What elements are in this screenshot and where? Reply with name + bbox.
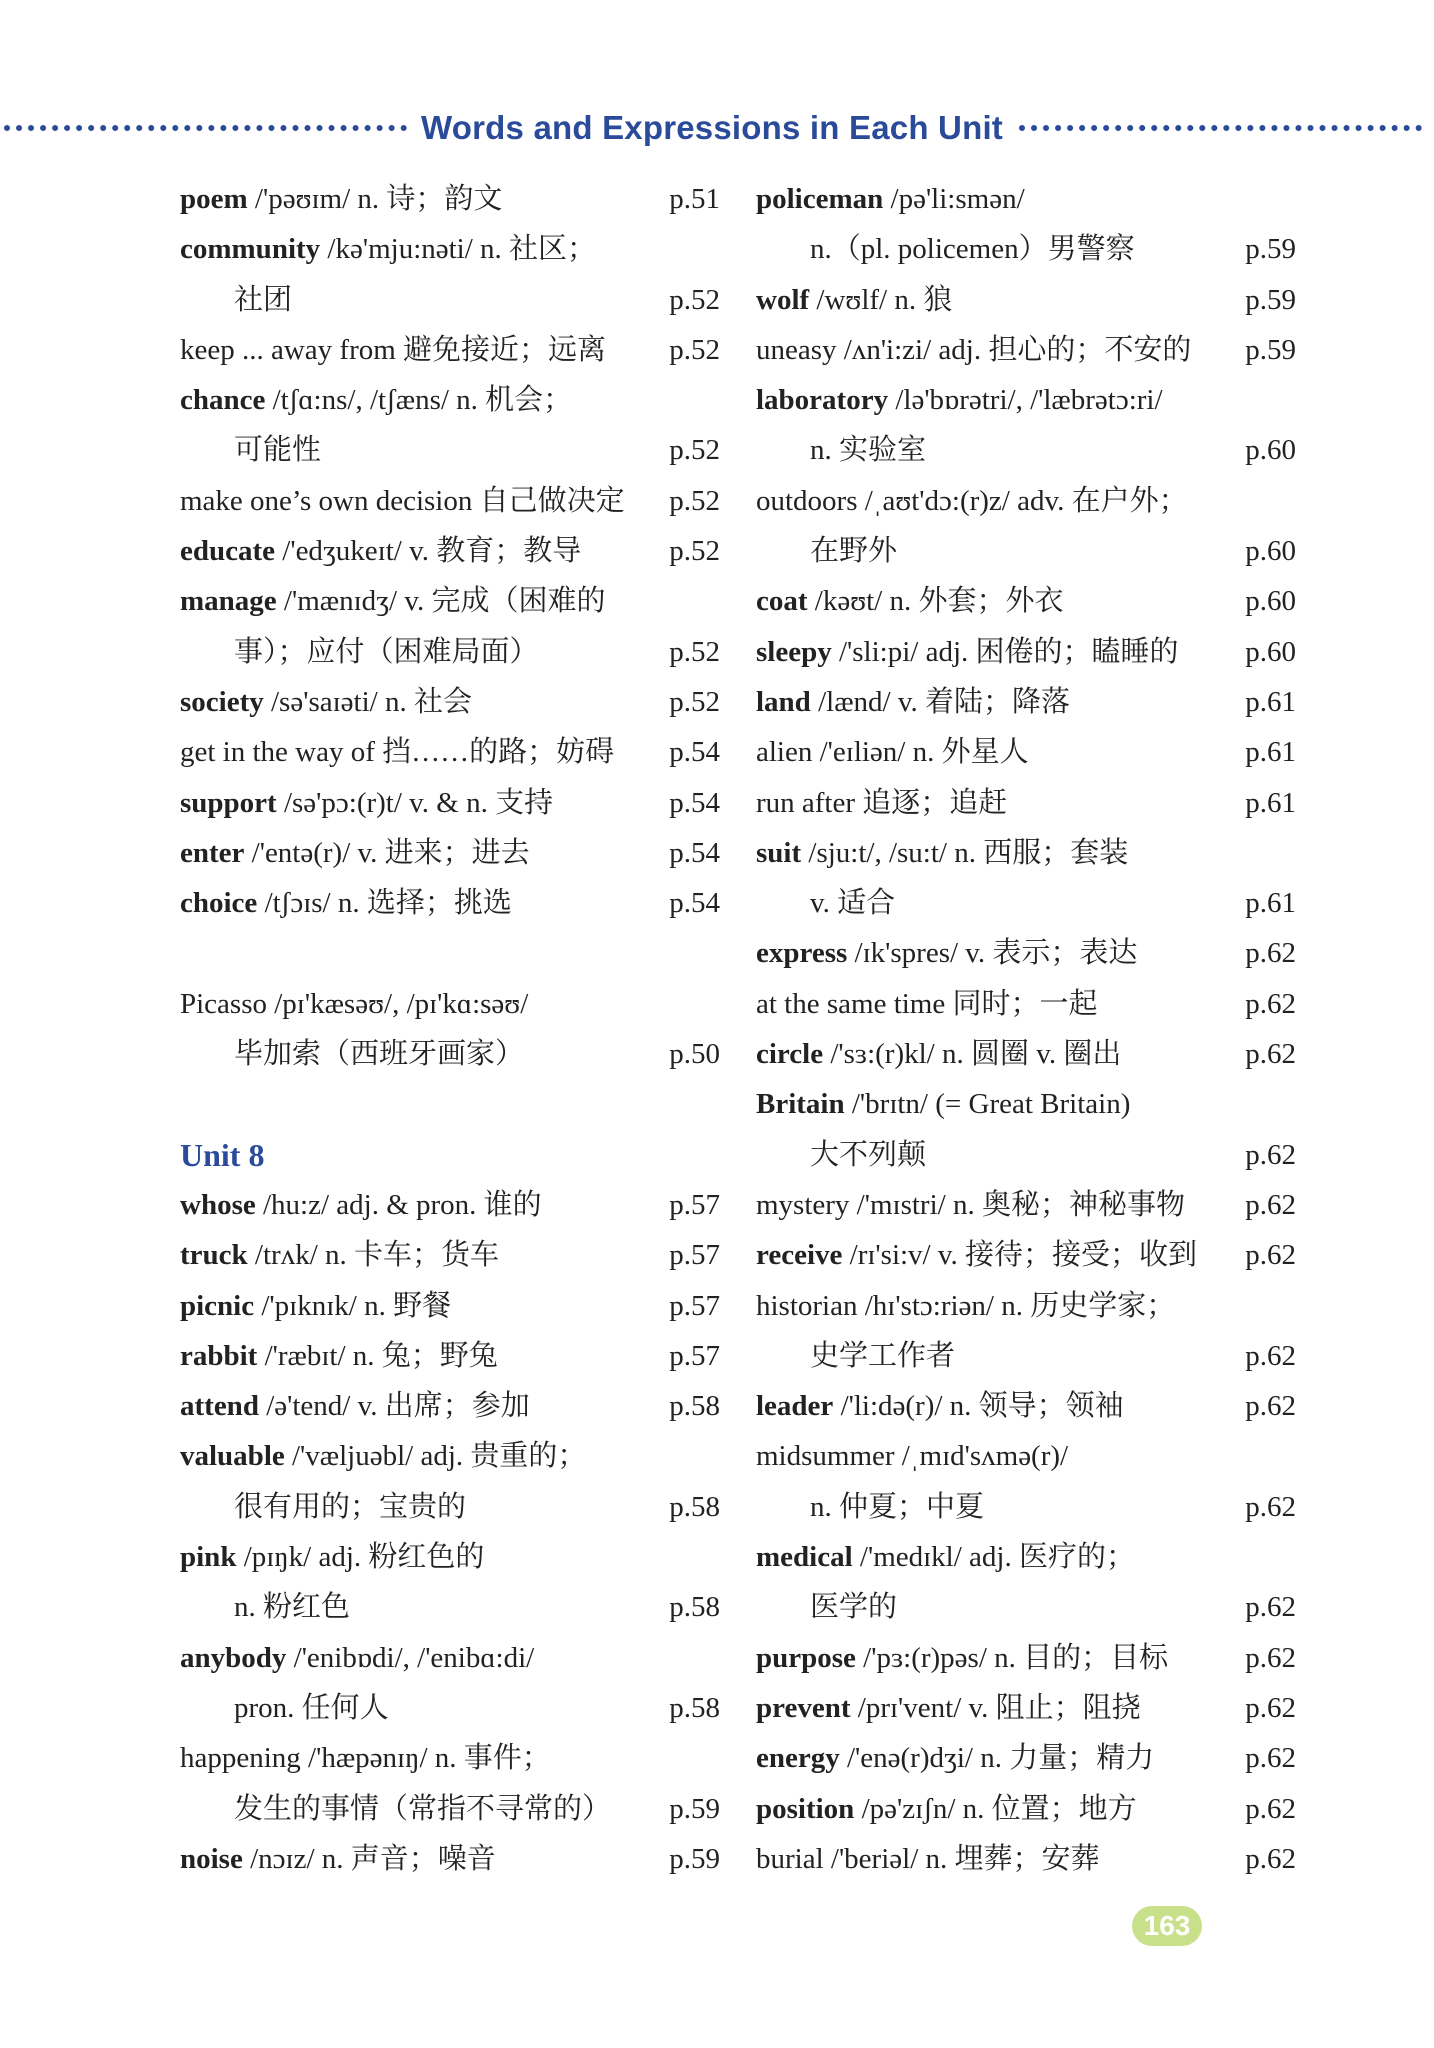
entry-text — [756, 1381, 1124, 1431]
entry-text — [756, 1029, 1121, 1079]
glossary-entry — [180, 778, 720, 828]
header-dots-right — [1019, 125, 1422, 131]
headword: prevent — [756, 1691, 851, 1724]
entry-text — [180, 778, 553, 828]
headword: community — [180, 233, 321, 266]
glossary-entry — [180, 1633, 720, 1683]
entry-definition: burial /'beriəl/ n. 埋葬；安葬 — [756, 1842, 1100, 1875]
headword: society — [180, 685, 264, 718]
entry-definition: /'brɪtn/ (= Great Britain) — [844, 1088, 1131, 1121]
entry-text — [756, 174, 1025, 224]
page-reference: p.54 — [669, 786, 720, 819]
glossary-entry — [180, 1532, 720, 1582]
entry-text — [180, 727, 614, 777]
entry-text — [756, 576, 1064, 626]
entry-text — [756, 476, 1188, 526]
entry-text — [180, 1381, 530, 1431]
page-reference: p.61 — [1245, 685, 1296, 718]
entry-text — [756, 1180, 1185, 1230]
entry-text — [756, 778, 1007, 828]
page-reference: p.52 — [669, 535, 720, 568]
entry-text — [810, 1130, 926, 1180]
glossary-entry — [756, 1230, 1296, 1280]
page-reference: p.62 — [1245, 987, 1296, 1020]
entry-definition: at the same time 同时；一起 — [756, 987, 1098, 1020]
entry-text — [234, 1029, 524, 1079]
glossary-entry — [756, 778, 1296, 828]
glossary-entry — [756, 325, 1296, 375]
headword: educate — [180, 535, 276, 568]
entry-text — [180, 1431, 586, 1481]
glossary-entry — [180, 476, 720, 526]
entry-definition: /'sli:pi/ adj. 困倦的；瞌睡的 — [831, 635, 1179, 668]
glossary-entry — [180, 627, 720, 677]
glossary-entry — [180, 1230, 720, 1280]
entry-definition: /pə'zɪʃn/ n. 位置；地方 — [854, 1792, 1137, 1825]
glossary-entry — [756, 1331, 1296, 1381]
entry-definition: /'medɪkl/ adj. 医疗的； — [852, 1541, 1135, 1574]
page-reference: p.59 — [1245, 333, 1296, 366]
headword: rabbit — [180, 1339, 258, 1372]
entry-definition: historian /hɪ'stɔ:riən/ n. 历史学家； — [756, 1289, 1176, 1322]
page-reference: p.52 — [669, 685, 720, 718]
entry-definition: Picasso /pɪ'kæsəʊ/, /pɪ'kɑ:səʊ/ — [180, 987, 529, 1020]
entry-definition: /sə'pɔ:(r)t/ v. & n. 支持 — [276, 786, 554, 819]
glossary-entry — [180, 1029, 720, 1079]
page-reference: p.57 — [669, 1339, 720, 1372]
glossary-entry — [756, 1532, 1296, 1582]
glossary-entry — [756, 1784, 1296, 1834]
entry-definition: make one’s own decision 自己做决定 — [180, 484, 625, 517]
glossary-entry — [756, 1733, 1296, 1783]
entry-definition: /ə'tend/ v. 出席；参加 — [258, 1390, 530, 1423]
entry-definition: 医学的 — [810, 1591, 898, 1624]
headword: wolf — [756, 283, 810, 316]
page-reference: p.59 — [1245, 233, 1296, 266]
entry-definition: /lə'bɒrətri/, /'læbrətɔ:ri/ — [888, 384, 1163, 417]
entry-definition: /pɪŋk/ adj. 粉红色的 — [236, 1541, 485, 1574]
entry-text — [180, 476, 625, 526]
entry-text — [234, 1784, 611, 1834]
entry-definition: pron. 任何人 — [234, 1691, 389, 1724]
page-reference: p.58 — [669, 1490, 720, 1523]
glossary-entry — [756, 1180, 1296, 1230]
page-reference: p.62 — [1245, 1188, 1296, 1221]
glossary-entry — [756, 1834, 1296, 1884]
unit-heading-row — [180, 1130, 720, 1180]
entry-definition: 史学工作者 — [810, 1339, 956, 1372]
glossary-entry — [756, 1683, 1296, 1733]
entry-text — [810, 1482, 984, 1532]
glossary-entry — [180, 727, 720, 777]
headword: anybody — [180, 1641, 287, 1674]
page-reference: p.57 — [669, 1239, 720, 1272]
entry-definition: /lænd/ v. 着陆；降落 — [810, 685, 1070, 718]
headword: attend — [180, 1390, 259, 1423]
entry-text — [180, 677, 472, 727]
headword: enter — [180, 836, 245, 869]
entry-text — [756, 979, 1098, 1029]
page-reference: p.59 — [669, 1792, 720, 1825]
entry-text — [756, 1784, 1137, 1834]
entry-text — [756, 627, 1179, 677]
glossary-entry — [756, 425, 1296, 475]
glossary-entry — [180, 1281, 720, 1331]
entry-text — [180, 1180, 542, 1230]
page-reference: p.62 — [1245, 1339, 1296, 1372]
glossary-entry — [756, 174, 1296, 224]
page-reference: p.62 — [1245, 1742, 1296, 1775]
page-reference: p.54 — [669, 887, 720, 920]
entry-definition: /wʊlf/ n. 狼 — [809, 283, 953, 316]
page-reference: p.51 — [669, 183, 720, 215]
page-reference: p.62 — [1245, 1591, 1296, 1624]
left-column — [180, 174, 720, 1884]
headword: laboratory — [756, 384, 889, 417]
glossary-entry — [180, 979, 720, 1029]
glossary-entry — [756, 677, 1296, 727]
entry-text — [180, 1532, 484, 1582]
glossary-entry — [180, 425, 720, 475]
entry-definition: 大不列颠 — [810, 1138, 927, 1171]
glossary-entry — [180, 325, 720, 375]
glossary-entry — [756, 476, 1296, 526]
entry-text — [180, 325, 606, 375]
glossary-entry — [756, 275, 1296, 325]
entry-text — [810, 878, 895, 928]
entry-definition: 事）；应付（困难局面） — [234, 635, 539, 668]
page-reference: p.60 — [1245, 635, 1296, 668]
entry-definition: /ɪk'spres/ v. 表示；表达 — [847, 937, 1138, 970]
entry-definition: happening /'hæpənɪŋ/ n. 事件； — [180, 1742, 551, 1775]
entry-text — [810, 1582, 897, 1632]
headword: choice — [180, 887, 258, 920]
entry-text — [756, 828, 1128, 878]
entry-text — [234, 275, 292, 325]
entry-text — [180, 526, 581, 576]
page-reference: p.57 — [669, 1188, 720, 1221]
entry-definition: /trʌk/ n. 卡车；货车 — [247, 1239, 500, 1272]
glossary-entry — [180, 224, 720, 274]
glossary-entry — [756, 224, 1296, 274]
page-reference: p.62 — [1245, 1641, 1296, 1674]
entry-definition: mystery /'mɪstri/ n. 奥秘；神秘事物 — [756, 1188, 1185, 1221]
glossary-entry — [756, 1029, 1296, 1079]
entry-text — [180, 224, 596, 274]
entry-definition: 在野外 — [810, 535, 898, 568]
glossary-entry — [756, 1130, 1296, 1180]
entry-definition: n. 粉红色 — [234, 1591, 351, 1624]
page-reference: p.58 — [669, 1591, 720, 1624]
entry-definition: keep ... away from 避免接近；远离 — [180, 333, 607, 366]
entry-text — [756, 1079, 1130, 1129]
entry-definition: /kə'mju:nəti/ n. 社区； — [320, 233, 597, 266]
headword: coat — [756, 585, 808, 618]
glossary-entry — [756, 878, 1296, 928]
entry-definition: 很有用的；宝贵的 — [234, 1490, 467, 1523]
glossary-entry — [180, 677, 720, 727]
headword: position — [756, 1792, 855, 1825]
entry-definition: /rɪ'si:v/ v. 接待；接受；收到 — [842, 1239, 1197, 1272]
headword: truck — [180, 1239, 248, 1272]
headword: support — [180, 786, 277, 819]
entry-definition: /'enibɒdi/, /'enibɑ:di/ — [286, 1641, 535, 1674]
entry-text — [756, 1532, 1135, 1582]
running-header — [0, 108, 1434, 148]
page-reference: p.58 — [669, 1390, 720, 1423]
entry-definition: v. 适合 — [810, 887, 896, 920]
page-reference: p.57 — [669, 1289, 720, 1322]
glossary-entry — [180, 375, 720, 425]
page-number-badge: 163 — [1132, 1906, 1202, 1946]
glossary-entry — [756, 1281, 1296, 1331]
entry-definition: /'pɪknɪk/ n. 野餐 — [254, 1289, 452, 1322]
glossary-entry — [180, 1381, 720, 1431]
headword: poem — [180, 183, 248, 215]
page-reference: p.62 — [1245, 1490, 1296, 1523]
page-reference: p.52 — [669, 283, 720, 316]
glossary-entry — [180, 1180, 720, 1230]
glossary-entry — [756, 1633, 1296, 1683]
headword: pink — [180, 1541, 237, 1574]
header-dots-left — [4, 125, 407, 131]
entry-definition: /'pəʊɪm/ n. 诗；韵文 — [247, 183, 503, 215]
header-title: Words and Expressions in Each Unit — [421, 109, 1003, 146]
entry-text — [756, 1230, 1197, 1280]
entry-text — [180, 1230, 499, 1280]
glossary-entry — [756, 576, 1296, 626]
entry-definition: 可能性 — [234, 434, 322, 467]
entry-definition: /'væljuəbl/ adj. 贵重的； — [284, 1440, 587, 1473]
headword: express — [756, 937, 848, 970]
entry-definition: n.（pl. policemen）男警察 — [810, 233, 1135, 266]
page-reference: p.61 — [1245, 786, 1296, 819]
entry-definition: uneasy /ʌn'i:zi/ adj. 担心的；不安的 — [756, 333, 1192, 366]
page-reference: p.62 — [1245, 1390, 1296, 1423]
glossary-entry — [756, 928, 1296, 978]
glossary-entry — [180, 1683, 720, 1733]
entry-text — [756, 1834, 1100, 1884]
entry-definition: Unit 8 — [180, 1136, 265, 1173]
page-reference: p.60 — [1245, 434, 1296, 467]
headword: purpose — [756, 1641, 856, 1674]
blank-line — [180, 1079, 720, 1129]
page-reference: p.62 — [1245, 1138, 1296, 1171]
entry-text — [234, 627, 539, 677]
glossary-entry — [756, 979, 1296, 1029]
entry-text — [180, 1834, 496, 1884]
entry-text — [756, 727, 1029, 777]
page-reference: p.52 — [669, 635, 720, 668]
glossary-entry — [180, 576, 720, 626]
glossary-entry — [180, 275, 720, 325]
entry-definition: n. 实验室 — [810, 434, 927, 467]
entry-text — [234, 1482, 466, 1532]
glossary-entry — [180, 828, 720, 878]
glossary-entry — [756, 1582, 1296, 1632]
headword: land — [756, 685, 811, 718]
entry-definition: /'edʒukeɪt/ v. 教育；教导 — [275, 535, 582, 568]
page-reference: p.62 — [1245, 1691, 1296, 1724]
entry-definition: /sju:t/, /su:t/ n. 西服；套装 — [801, 836, 1129, 869]
entry-text — [180, 1733, 551, 1783]
glossary-entry — [756, 1482, 1296, 1532]
page-reference: p.52 — [669, 434, 720, 467]
page-reference: p.61 — [1245, 887, 1296, 920]
entry-definition: /'entə(r)/ v. 进来；进去 — [244, 836, 530, 869]
entry-text — [180, 1281, 451, 1331]
entry-definition: /tʃɑ:ns/, /tʃæns/ n. 机会； — [265, 384, 573, 417]
entry-definition: /nɔɪz/ n. 声音；噪音 — [242, 1842, 496, 1875]
headword: receive — [756, 1239, 843, 1272]
entry-text — [234, 1683, 389, 1733]
entry-text — [756, 1683, 1141, 1733]
glossary-entry — [180, 878, 720, 928]
glossary-entry — [756, 1431, 1296, 1481]
page-reference: p.62 — [1245, 1792, 1296, 1825]
headword: energy — [756, 1742, 840, 1775]
glossary-entry — [756, 375, 1296, 425]
entry-definition: 社团 — [234, 283, 293, 316]
headword: noise — [180, 1842, 243, 1875]
entry-definition: /'li:də(r)/ n. 领导；领袖 — [833, 1390, 1124, 1423]
headword: policeman — [756, 183, 884, 215]
glossary-entry — [756, 1079, 1296, 1129]
glossary-entry — [180, 1733, 720, 1783]
entry-definition: /'pɜ:(r)pəs/ n. 目的；目标 — [855, 1641, 1169, 1674]
page-reference: p.52 — [669, 333, 720, 366]
entry-definition: /sə'saɪəti/ n. 社会 — [263, 685, 472, 718]
headword: manage — [180, 585, 277, 618]
entry-text — [180, 174, 502, 224]
entry-text — [180, 375, 572, 425]
entry-text — [810, 425, 926, 475]
entry-text — [756, 375, 1163, 425]
entry-definition: outdoors /ˌaʊt'dɔ:(r)z/ adv. 在户外； — [756, 484, 1188, 517]
glossary-entry — [180, 1834, 720, 1884]
glossary-entry — [756, 1381, 1296, 1431]
page-reference: p.62 — [1245, 937, 1296, 970]
page-reference: p.62 — [1245, 1842, 1296, 1875]
page-reference: p.60 — [1245, 535, 1296, 568]
entry-definition: /hu:z/ adj. & pron. 谁的 — [255, 1188, 542, 1221]
entry-text — [756, 1633, 1168, 1683]
headword: picnic — [180, 1289, 255, 1322]
page-reference: p.59 — [669, 1842, 720, 1875]
entry-text — [810, 526, 897, 576]
entry-text — [756, 677, 1070, 727]
entry-text — [180, 1633, 534, 1683]
entry-text — [810, 224, 1135, 274]
entry-definition: /kəʊt/ n. 外套；外衣 — [807, 585, 1064, 618]
page-reference: p.62 — [1245, 1239, 1296, 1272]
headword: sleepy — [756, 635, 832, 668]
entry-definition: alien /'eɪliən/ n. 外星人 — [756, 736, 1029, 769]
page-reference: p.62 — [1245, 1038, 1296, 1071]
headword: whose — [180, 1188, 256, 1221]
entry-definition: 发生的事情（常指不寻常的） — [234, 1792, 612, 1825]
unit-heading — [180, 1130, 264, 1180]
headword: suit — [756, 836, 802, 869]
page-reference: p.59 — [1245, 283, 1296, 316]
entry-text — [180, 878, 512, 928]
glossary-entry — [180, 1784, 720, 1834]
right-column — [756, 174, 1296, 1884]
page-reference: p.54 — [669, 836, 720, 869]
entry-text — [180, 828, 530, 878]
entry-definition: /'mænɪdʒ/ v. 完成（困难的 — [276, 585, 606, 618]
entry-definition: /'enə(r)dʒi/ n. 力量；精力 — [839, 1742, 1155, 1775]
headword: leader — [756, 1390, 834, 1423]
entry-definition: /pə'li:smən/ — [883, 183, 1025, 215]
entry-definition: run after 追逐；追赶 — [756, 786, 1008, 819]
blank-line — [180, 928, 720, 978]
headword: Britain — [756, 1088, 845, 1121]
entry-definition: get in the way of 挡……的路；妨碍 — [180, 736, 615, 769]
entry-text — [180, 576, 605, 626]
entry-definition: /prɪ'vent/ v. 阻止；阻挠 — [850, 1691, 1141, 1724]
entry-definition: 毕加索（西班牙画家） — [234, 1038, 525, 1071]
entry-definition: /tʃɔɪs/ n. 选择；挑选 — [257, 887, 512, 920]
headword: valuable — [180, 1440, 285, 1473]
glossary-entry — [180, 1431, 720, 1481]
entry-definition: n. 仲夏；中夏 — [810, 1490, 985, 1523]
page-reference: p.58 — [669, 1691, 720, 1724]
page-reference: p.54 — [669, 736, 720, 769]
page-reference: p.61 — [1245, 736, 1296, 769]
entry-text — [234, 425, 321, 475]
page-reference: p.50 — [669, 1038, 720, 1071]
glossary-entry — [756, 727, 1296, 777]
entry-text — [180, 1331, 498, 1381]
page-reference: p.60 — [1245, 585, 1296, 618]
entry-text — [756, 1281, 1175, 1331]
entry-text — [756, 928, 1137, 978]
entry-definition: /'ræbɪt/ n. 兔；野兔 — [257, 1339, 498, 1372]
entry-text — [756, 1733, 1154, 1783]
entry-text — [234, 1582, 350, 1632]
entry-text — [810, 1331, 955, 1381]
headword: chance — [180, 384, 266, 417]
glossary-entry — [180, 174, 720, 224]
glossary-entry — [756, 828, 1296, 878]
headword: medical — [756, 1541, 853, 1574]
headword: circle — [756, 1038, 824, 1071]
entry-text — [180, 979, 528, 1029]
glossary-entry — [756, 627, 1296, 677]
entry-text — [756, 325, 1191, 375]
glossary-entry — [180, 526, 720, 576]
glossary-entry — [180, 1482, 720, 1532]
entry-text — [756, 1431, 1068, 1481]
entry-definition: /'sɜ:(r)kl/ n. 圆圈 v. 圈出 — [823, 1038, 1122, 1071]
entry-definition: midsummer /ˌmɪd'sʌmə(r)/ — [756, 1440, 1069, 1473]
page-reference: p.52 — [669, 484, 720, 517]
entry-text — [756, 275, 952, 325]
glossary-entry — [756, 526, 1296, 576]
glossary-entry — [180, 1331, 720, 1381]
glossary-entry — [180, 1582, 720, 1632]
